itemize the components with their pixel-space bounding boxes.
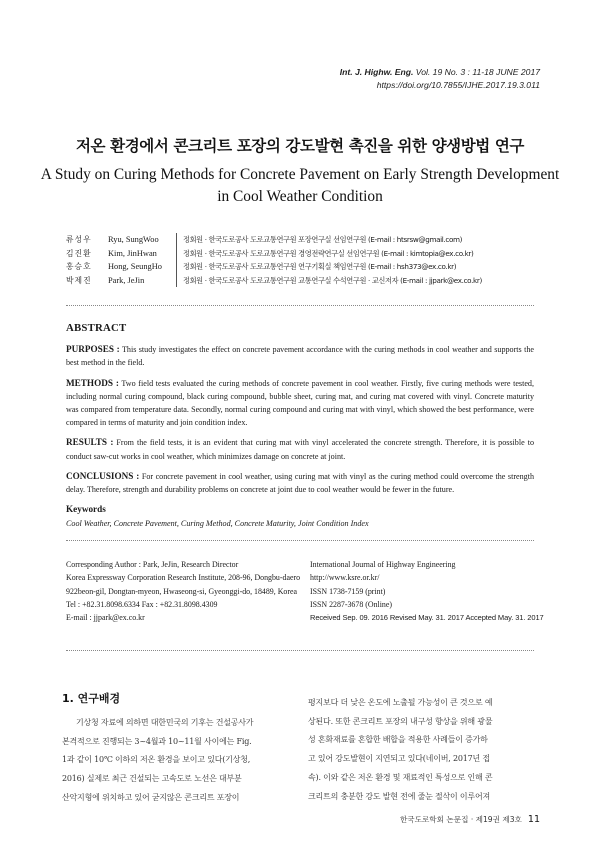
body-column-left: [62, 714, 294, 808]
dotted-divider: [66, 540, 534, 541]
body-line: 2016) 실제로 최근 건설되는 고속도로 노선은 대부분: [62, 774, 242, 784]
author-affiliation: 정회원 · 한국도로공사 도로교통연구원 포장연구실 선임연구원 (E-mail : htsrsw@gmail.com): [183, 235, 463, 244]
author-name-en: Ryu, SungWoo: [108, 235, 159, 244]
methods-label: METHODS :: [66, 377, 119, 388]
dotted-divider: [66, 305, 534, 306]
journal-abbrev: Int. J. Highw. Eng.: [339, 67, 414, 77]
author-affiliation: 정회원 · 한국도로공사 도로교통연구원 연구기획실 책임연구원 (E-mail : hsh373@ex.co.kr): [183, 262, 457, 272]
author-affiliation: 정회원 · 한국도로공사 도로교통연구원 교통연구실 수석연구원 · 교신저자 (E-mail : jjpark@ex.co.kr): [183, 275, 482, 285]
abstract-heading: ABSTRACT: [66, 322, 127, 334]
abstract: [66, 322, 534, 531]
journal-citation: [340, 66, 540, 92]
author-divider: [176, 274, 177, 288]
body-line: 고 있어 강도발현이 지연되고 있다(네이버, 2017년 접: [308, 754, 490, 764]
received-dates: Received Sep. 09. 2016 Revised May. 31. 2017 Accepted May. 31. 2017: [310, 613, 544, 623]
dotted-divider: [66, 650, 534, 651]
page-footer: [400, 814, 540, 825]
journal-info-block: [310, 558, 544, 624]
corr-line: Corresponding Author : Park, JeJin, Research Director: [66, 560, 239, 569]
issn-print: ISSN 1738-7159 (print): [310, 586, 386, 596]
journal-issue-line: [340, 66, 540, 79]
author-row: [66, 247, 546, 261]
corr-line: 922beon-gil, Dongtan-myeon, Hwaseong-si, Gyeonggi-do, 18489, Korea: [66, 586, 297, 596]
author-list: [66, 233, 546, 287]
author-divider: [176, 260, 177, 274]
author-name-ko: 김진환: [66, 248, 92, 258]
section-heading: 1. 연구배경: [62, 692, 121, 705]
author-name-en: Hong, SeungHo: [108, 262, 162, 272]
body-line: 기상청 자료에 의하면 대한민국의 기후는 건설공사가: [76, 718, 254, 727]
title-english-line1: A Study on Curing Methods for Concrete Pavement on Early Strength Development: [40, 166, 560, 183]
author-name-en: Park, JeJin: [108, 275, 145, 285]
author-divider: [176, 247, 177, 261]
abstract-conclusions: [66, 470, 534, 496]
abstract-methods: [66, 377, 534, 430]
purposes-label: PURPOSES :: [66, 344, 120, 355]
body-line: 평지보다 더 낮은 온도에 노출될 가능성이 큰 것으로 예: [308, 698, 493, 707]
title-english: [40, 164, 560, 208]
keywords-text: Cool Weather, Concrete Pavement, Curing Method, Concrete Maturity, Joint Condition Index: [66, 519, 369, 529]
author-name-ko: 류성우: [66, 235, 92, 244]
body-line: 성 혼화재료를 혼합한 배합을 적용한 사례들이 증가하: [308, 735, 488, 745]
author-name-en: Kim, JinHwan: [108, 248, 157, 258]
author-row: [66, 260, 546, 274]
body-line: 1과 같이 10℃ 이하의 저온 환경을 보이고 있다(기상청,: [62, 755, 251, 765]
corr-line: Tel : +82.31.8098.6334 Fax : +82.31.8098.4309: [66, 599, 218, 609]
methods-text: Two field tests evaluated the curing methods of concrete pavement in cool weather. Firstly, five curing methods were tested, including normal curing compound, black curing compound, bubble sheet, curing mat, and curing mat covered with vinyl. Concrete maturity was compared from temperature data. Secondly, normal curing compound and curing mat with vinyl, which showed the best performance, were compared in terms of maturity and join condition index.: [66, 378, 534, 428]
corresponding-author-block: [66, 558, 304, 624]
corr-line: Korea Expressway Corporation Research Institute, 208-96, Dongbu-daero: [66, 573, 301, 583]
body-line: 속). 이와 같은 저온 환경 및 재료적인 특성으로 인해 콘: [308, 772, 493, 782]
keywords-label: Keywords: [66, 504, 106, 515]
journal-issue: Vol. 19 No. 3 : 11-18 JUNE 2017: [415, 67, 540, 77]
title-korean: 저온 환경에서 콘크리트 포장의 강도발현 촉진을 위한 양생방법 연구: [75, 137, 525, 155]
issn-online: ISSN 2287-3678 (Online): [310, 599, 392, 609]
journal-name: International Journal of Highway Engineering: [310, 560, 456, 569]
author-row: [66, 274, 546, 288]
purposes-text: This study investigates the effect on concrete pavement accordance with the curing methods in cool weather and supports the best method in the field.: [66, 345, 534, 368]
body-line: 크리트의 충분한 강도 발현 전에 줄눈 절삭이 이루어져: [308, 791, 491, 801]
journal-url[interactable]: http://www.ksre.or.kr/: [310, 573, 380, 583]
conclusions-label: CONCLUSIONS :: [66, 470, 140, 481]
results-label: RESULTS :: [66, 437, 114, 448]
results-text: From the field tests, it is an evident that curing mat with vinyl accelerated the concrete strength. Therefore, it is possible to conduct saw-cut works in cool weather, which minimizes damage on concrete at joint.: [66, 438, 535, 461]
title-english-line2: in Cool Weather Condition: [217, 188, 383, 205]
author-affiliation: 정회원 · 한국도로공사 도로교통연구원 경영전략연구실 선임연구원 (E-mail : kimtopia@ex.co.kr): [183, 248, 474, 258]
body-line: 본격적으로 진행되는 3~4월과 10~11월 사이에는 Fig.: [62, 736, 252, 746]
abstract-purposes: [66, 343, 534, 369]
body-line: 산악지형에 위치하고 있어 굳지않은 콘크리트 포장이: [62, 792, 240, 802]
body-line: 상된다. 또한 콘크리트 포장의 내구성 향상을 위해 광물: [308, 716, 493, 726]
author-row: [66, 233, 546, 247]
footer-journal: 한국도로학회 논문집 · 제19권 제3호: [399, 815, 522, 824]
journal-doi[interactable]: https://doi.org/10.7855/IJHE.2017.19.3.011: [376, 80, 540, 90]
abstract-results: [66, 436, 534, 462]
body-column-right: [308, 694, 540, 806]
author-divider: [176, 233, 177, 247]
author-name-ko: 홍승호: [66, 262, 92, 272]
corr-email[interactable]: E-mail : jjpark@ex.co.kr: [66, 613, 145, 623]
author-name-ko: 박제진: [66, 275, 92, 285]
conclusions-text: For concrete pavement in cool weather, using curing mat with vinyl as the curing method could overcome the strength delay. Therefore, strength and durability problems on concrete at joint due to cool weather would be fewer in the future.: [66, 471, 534, 495]
page-number: 11: [527, 814, 540, 825]
